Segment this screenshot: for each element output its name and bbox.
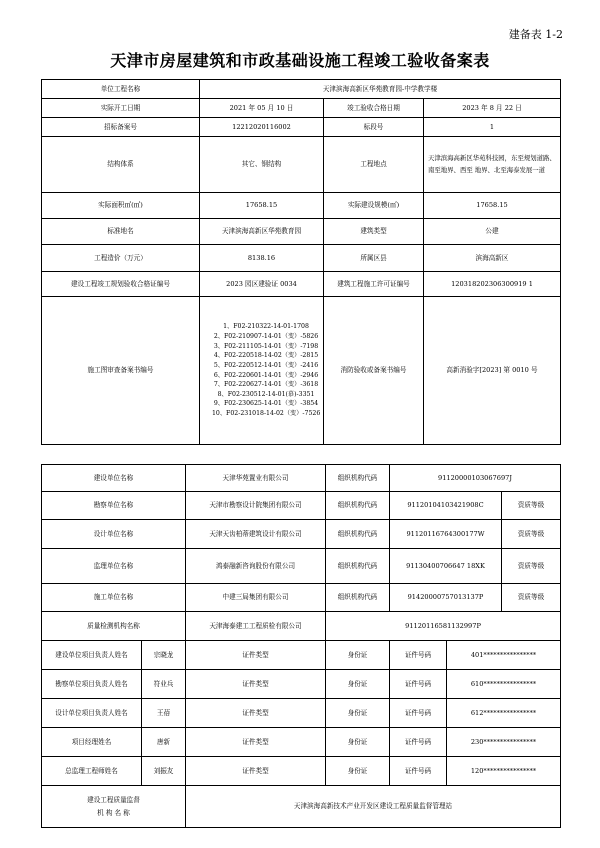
construct-name-value: 中建三局集团有限公司 — [186, 584, 326, 612]
plan-cert-value: 2023 园区建验证 0034 — [200, 272, 324, 297]
table-row — [42, 584, 561, 612]
label-cell: 资质等级 — [502, 520, 561, 549]
design-name-value: 天津天齿柏蒂建筑设计有限公司 — [186, 520, 326, 549]
building-type-value: 公建 — [424, 219, 561, 245]
design-code-value: 91120116764300177W — [390, 520, 502, 549]
label-cell: 实际开工日期 — [42, 99, 200, 118]
location-value: 天津滨海高新区华苑科技园，东至规划道路、南至地界、西至 地界、北至海泰发展一道 — [424, 137, 561, 193]
survey-name-value: 天津市勘察设计院集团有限公司 — [186, 492, 326, 520]
cert-number-value: 612**************** — [447, 699, 561, 728]
label-cell: 证件号码 — [390, 757, 447, 786]
label-cell: 消防验收或备案书编号 — [324, 297, 424, 445]
table-row — [42, 670, 561, 699]
label-cell: 竣工验收合格日期 — [324, 99, 424, 118]
table-row — [42, 612, 561, 641]
list-item: 5、F02-220512-14-01（变）-2416 — [213, 361, 319, 369]
label-cell: 单位工程名称 — [42, 80, 200, 99]
table-row — [42, 699, 561, 728]
table-row — [42, 137, 561, 193]
permit-value: 120318202306300919 1 — [424, 272, 561, 297]
label-cell: 结构体系 — [42, 137, 200, 193]
start-date-value: 2021 年 05 月 10 日 — [200, 99, 324, 118]
label-cell: 项目经理姓名 — [42, 728, 142, 757]
label-cell: 证件类型 — [186, 728, 326, 757]
cert-number-value: 230**************** — [447, 728, 561, 757]
cert-number-value: 401**************** — [447, 641, 561, 670]
list-item: 7、F02-220627-14-01（变）-3618 — [213, 381, 319, 389]
person-name-value: 唐新 — [142, 728, 186, 757]
label-cell: 设计单位名称 — [42, 520, 186, 549]
builder-code-value: 91120000103067697J — [390, 465, 561, 492]
label-cell: 资质等级 — [502, 492, 561, 520]
table-row — [42, 193, 561, 219]
table-row — [42, 272, 561, 297]
testing-code-value: 91120116581132997P — [326, 612, 561, 641]
label-cell: 实际建设规模(㎡) — [324, 193, 424, 219]
supervision-label — [42, 786, 186, 828]
person-name-value: 王蓓 — [142, 699, 186, 728]
page-title: 天津市房屋建筑和市政基础设施工程竣工验收备案表 — [110, 51, 490, 70]
table-row — [42, 80, 561, 99]
table-row — [42, 99, 561, 118]
supervision-value: 天津滨海高新技术产业开发区建设工程质量监督管理站 — [186, 786, 561, 828]
table-row — [42, 465, 561, 492]
label-cell: 监理单位名称 — [42, 549, 186, 584]
person-name-value: 宗晓龙 — [142, 641, 186, 670]
label-cell: 证件号码 — [390, 670, 447, 699]
bid-number-value: 12212020116002 — [200, 118, 324, 137]
label-cell: 证件类型 — [186, 699, 326, 728]
standard-name-value: 天津滨海高新区华苑教育园 — [200, 219, 324, 245]
list-item: 3、F02-211105-14-01（变）-7198 — [213, 342, 319, 350]
label-cell: 工程造价（万元） — [42, 245, 200, 272]
survey-code-value: 91120104103421908C — [390, 492, 502, 520]
structure-value: 其它、钢结构 — [200, 137, 324, 193]
participants-table — [41, 464, 561, 828]
review-numbers-list — [200, 297, 324, 445]
table-row — [42, 549, 561, 584]
label-cell: 资质等级 — [502, 584, 561, 612]
testing-name-value: 天津海泰建工工程质检有限公司 — [186, 612, 326, 641]
table-row — [42, 786, 561, 828]
list-item: 6、F02-220601-14-01（变）-2946 — [213, 371, 319, 379]
form-number: 建备表 1-2 — [508, 28, 563, 41]
area-value: 17658.15 — [200, 193, 324, 219]
list-item: 8、F02-230512-14-01(慕)-3351 — [217, 390, 315, 398]
table-row — [42, 757, 561, 786]
list-item: 4、F02-220518-14-02（变）-2815 — [213, 352, 319, 360]
cert-number-value: 120**************** — [447, 757, 561, 786]
label-cell: 组织机构代码 — [326, 549, 390, 584]
label-cell: 勘察单位名称 — [42, 492, 186, 520]
supervise-name-value: 鸿泰融新咨询股份有限公司 — [186, 549, 326, 584]
label-cell: 建筑类型 — [324, 219, 424, 245]
label-cell: 证件号码 — [390, 641, 447, 670]
label-cell: 质量检测机构名称 — [42, 612, 186, 641]
label-cell: 招标备案号 — [42, 118, 200, 137]
label-cell: 建设工程竣工规划验收合格证编号 — [42, 272, 200, 297]
label-cell: 组织机构代码 — [326, 584, 390, 612]
cert-type-value: 身份证 — [326, 641, 390, 670]
cost-value: 8138.16 — [200, 245, 324, 272]
label-cell: 证件类型 — [186, 757, 326, 786]
person-name-value: 符业兵 — [142, 670, 186, 699]
complete-date-value: 2023 年 8 月 22 日 — [424, 99, 561, 118]
label-cell: 实际面积㎡(㎡) — [42, 193, 200, 219]
cert-type-value: 身份证 — [326, 757, 390, 786]
label-cell: 施工单位名称 — [42, 584, 186, 612]
label-cell: 证件号码 — [390, 699, 447, 728]
label-cell: 工程地点 — [324, 137, 424, 193]
cert-type-value: 身份证 — [326, 670, 390, 699]
label-cell: 组织机构代码 — [326, 492, 390, 520]
label-cell: 施工图审查备案书编号 — [42, 297, 200, 445]
cert-type-value: 身份证 — [326, 699, 390, 728]
label-cell: 证件类型 — [186, 670, 326, 699]
label-cell: 建设单位项目负责人姓名 — [42, 641, 142, 670]
label-cell: 标段号 — [324, 118, 424, 137]
table-row — [42, 245, 561, 272]
label-cell: 证件号码 — [390, 728, 447, 757]
fire-cert-value: 高新消验字[2023] 第 0010 号 — [424, 297, 561, 445]
label-cell: 勘察单位项目负责人姓名 — [42, 670, 142, 699]
cert-number-value: 610**************** — [447, 670, 561, 699]
list-item: 2、F02-210907-14-01（变）-5826 — [213, 333, 319, 341]
table-row — [42, 297, 561, 445]
table-row — [42, 641, 561, 670]
table-row — [42, 520, 561, 549]
label-cell: 标准地名 — [42, 219, 200, 245]
project-info-table — [41, 79, 561, 445]
district-value: 滨海高新区 — [424, 245, 561, 272]
scale-value: 17658.15 — [424, 193, 561, 219]
supervise-code-value: 91130400706647 18XK — [390, 549, 502, 584]
label-cell: 建设单位名称 — [42, 465, 186, 492]
list-item: 9、F02-230625-14-01（变）-3854 — [213, 400, 319, 408]
section-number-value: 1 — [424, 118, 561, 137]
table-row — [42, 118, 561, 137]
label-cell: 组织机构代码 — [326, 465, 390, 492]
person-name-value: 刘振友 — [142, 757, 186, 786]
builder-name-value: 天津华苑置业有限公司 — [186, 465, 326, 492]
project-name-value: 天津滨海高新区华苑教育园-中学教学楼 — [200, 80, 561, 99]
table-row — [42, 728, 561, 757]
label-cell: 建筑工程施工许可证编号 — [324, 272, 424, 297]
label-line: 机 构 名 称 — [97, 808, 130, 817]
list-item: 1、F02-210322-14-01-1708 — [223, 323, 309, 331]
label-cell: 设计单位项目负责人姓名 — [42, 699, 142, 728]
label-cell: 总监理工程师姓名 — [42, 757, 142, 786]
label-cell: 证件类型 — [186, 641, 326, 670]
table-row — [42, 492, 561, 520]
label-cell: 资质等级 — [502, 549, 561, 584]
label-cell: 所属区县 — [324, 245, 424, 272]
table-row — [42, 219, 561, 245]
construct-code-value: 91420000757013137P — [390, 584, 502, 612]
cert-type-value: 身份证 — [326, 728, 390, 757]
label-line: 建设工程质量监督 — [87, 796, 140, 805]
list-item: 10、F02-231018-14-02（变）-7526 — [212, 409, 321, 417]
label-cell: 组织机构代码 — [326, 520, 390, 549]
